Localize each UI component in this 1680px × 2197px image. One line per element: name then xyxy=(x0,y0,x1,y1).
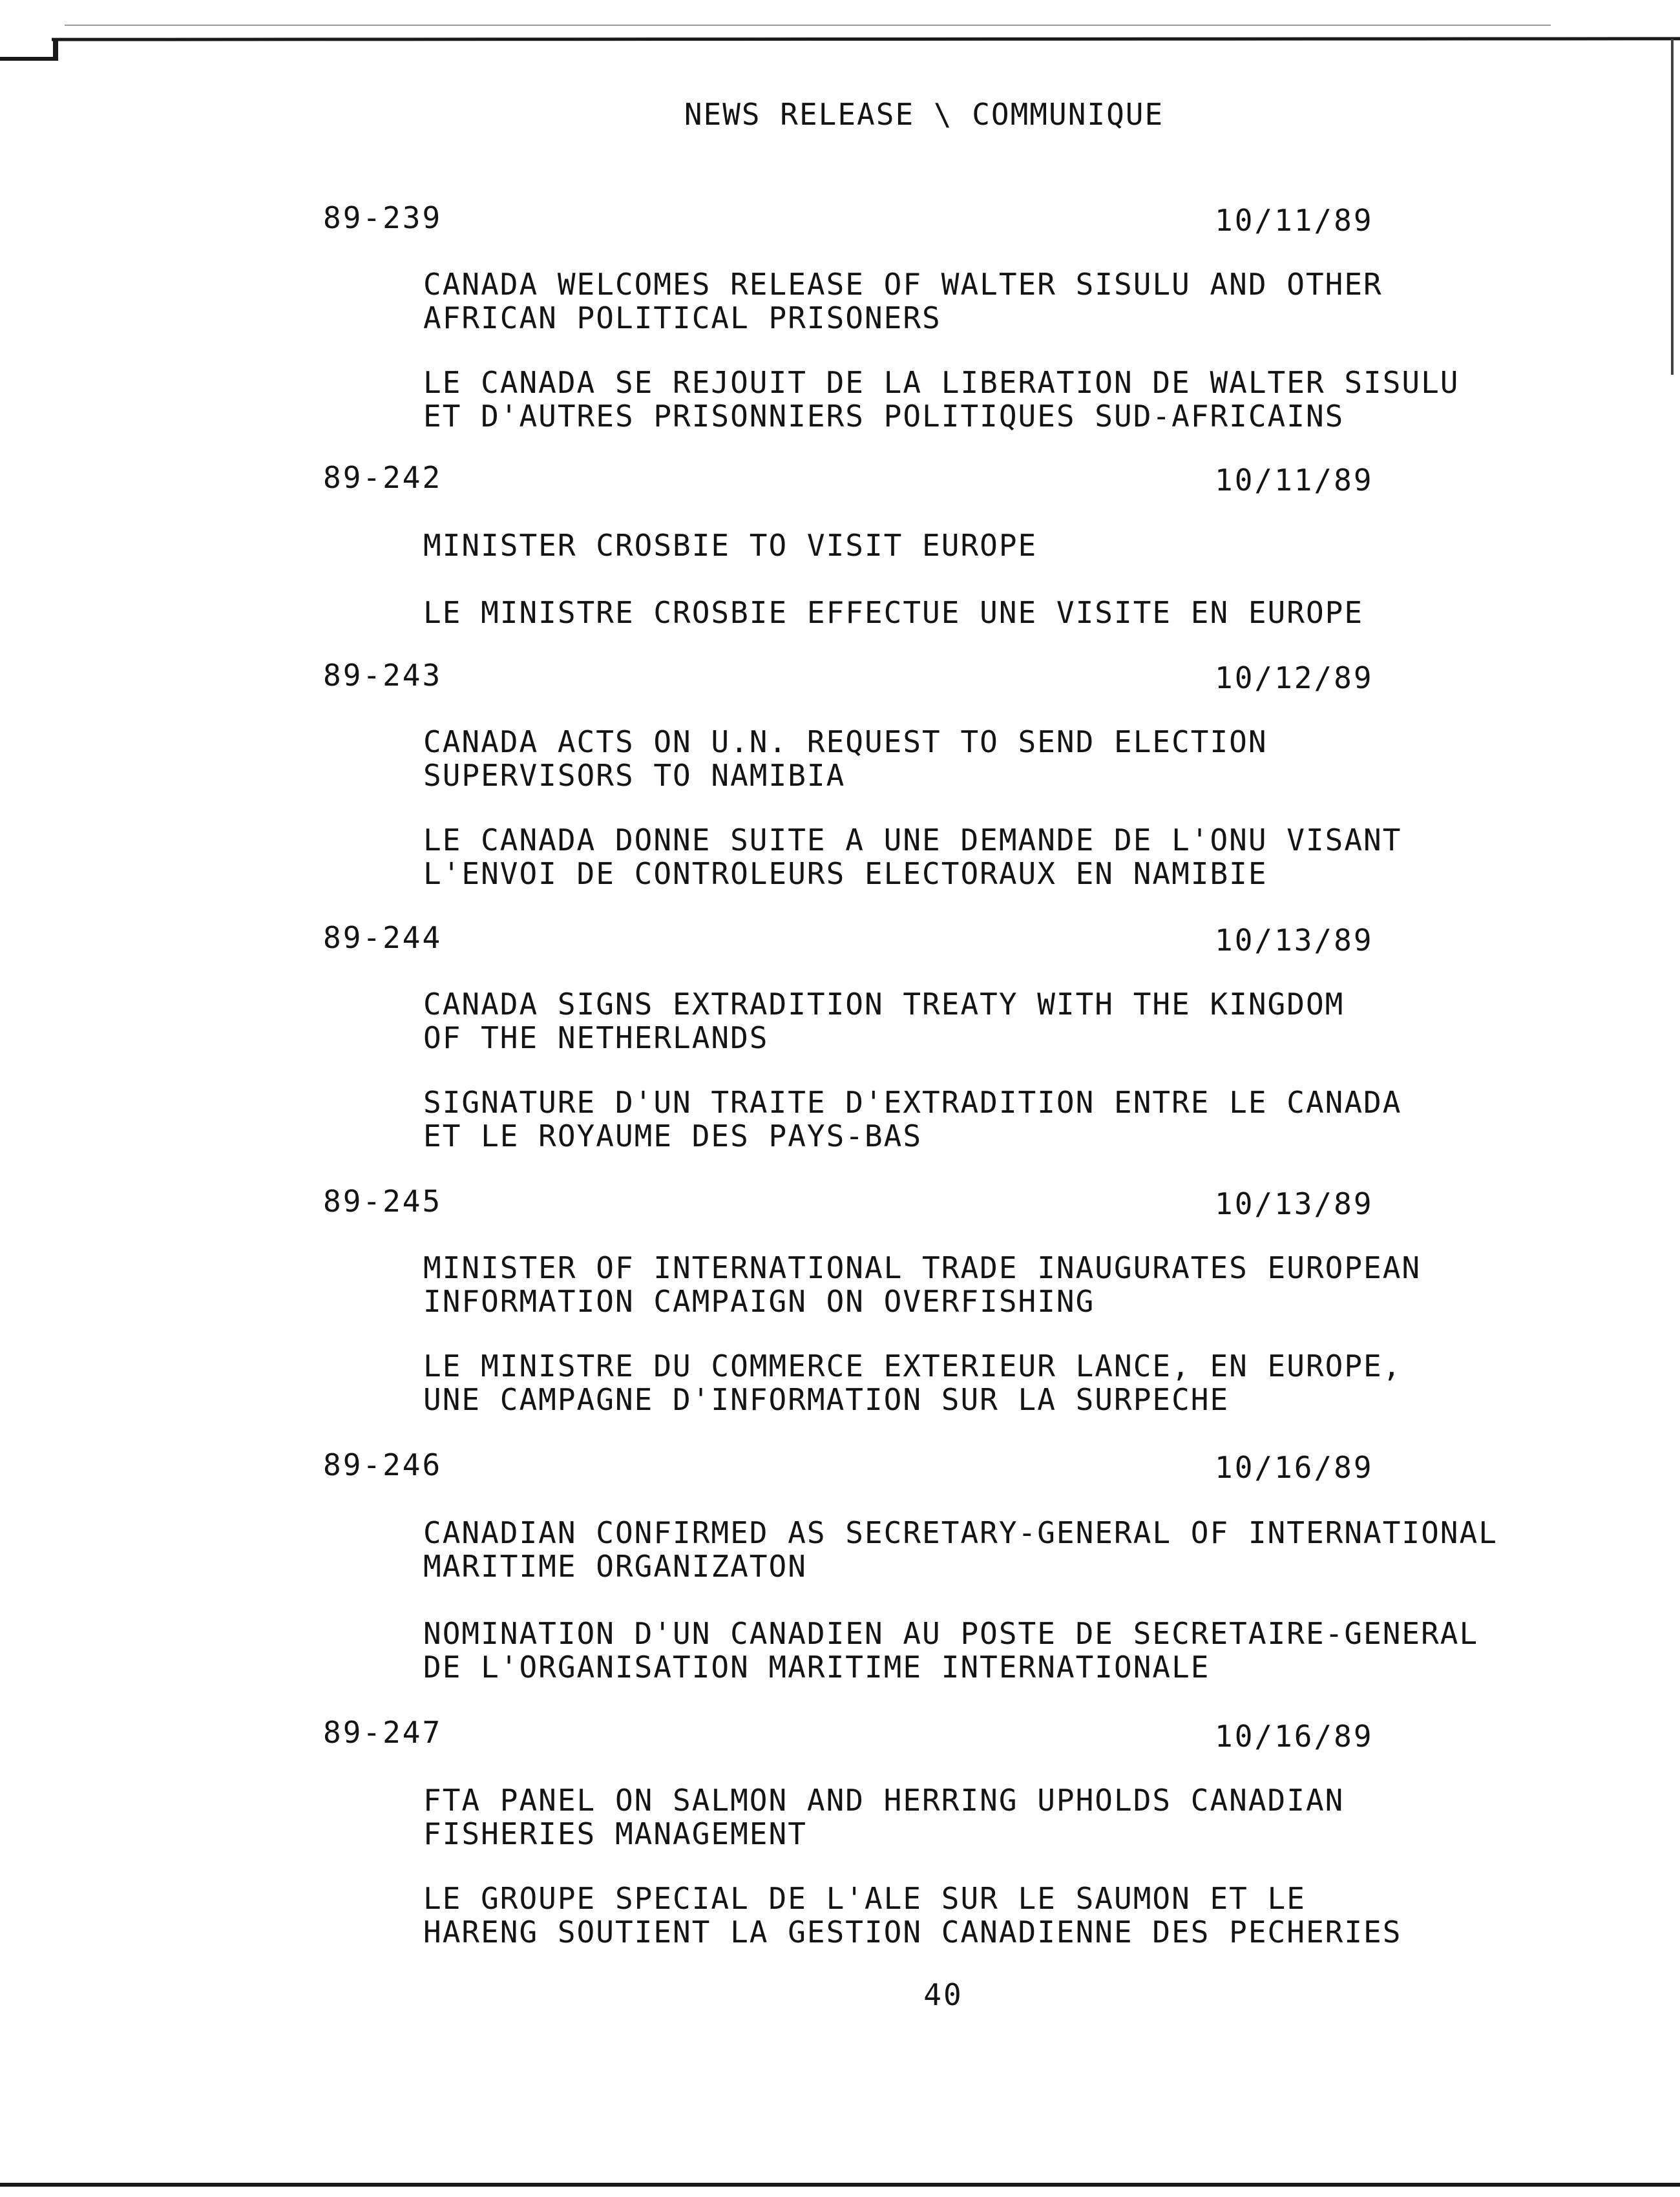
release-number: 89-245 xyxy=(323,1184,443,1219)
release-title-french: LE MINISTRE CROSBIE EFFECTUE UNE VISITE EN EUROPE xyxy=(423,595,1364,630)
release-date: 10/16/89 xyxy=(1215,1450,1374,1485)
release-title-english: CANADA WELCOMES RELEASE OF WALTER SISULU AND OTHER AFRICAN POLITICAL PRISONERS xyxy=(423,267,1383,335)
release-number: 89-239 xyxy=(323,200,443,235)
release-number: 89-242 xyxy=(323,460,443,495)
release-title-english: CANADIAN CONFIRMED AS SECRETARY-GENERAL OF INTERNATIONAL MARITIME ORGANIZATON xyxy=(423,1515,1498,1584)
release-date: 10/16/89 xyxy=(1215,1719,1374,1754)
release-date: 10/13/89 xyxy=(1215,1186,1374,1221)
page-number: 40 xyxy=(923,1977,963,2012)
release-title-english: CANADA SIGNS EXTRADITION TREATY WITH THE KINGDOM OF THE NETHERLANDS xyxy=(423,987,1345,1055)
page-header: NEWS RELEASE \ COMMUNIQUE xyxy=(684,97,1164,132)
release-title-french: LE GROUPE SPECIAL DE L'ALE SUR LE SAUMON ET LE HARENG SOUTIENT LA GESTION CANADIENNE DES PECHERIES xyxy=(423,1881,1402,1950)
release-title-english: MINISTER CROSBIE TO VISIT EUROPE xyxy=(423,528,1038,563)
release-title-french: LE CANADA SE REJOUIT DE LA LIBERATION DE WALTER SISULU ET D'AUTRES PRISONNIERS POLITIQUES SUD-AFRICAINS xyxy=(423,365,1460,434)
release-title-french: SIGNATURE D'UN TRAITE D'EXTRADITION ENTRE LE CANADA ET LE ROYAUME DES PAYS-BAS xyxy=(423,1085,1402,1153)
release-number: 89-244 xyxy=(323,920,443,955)
scan-edge-faint-top xyxy=(65,25,1551,26)
release-date: 10/12/89 xyxy=(1215,660,1374,695)
scan-edge-top-left xyxy=(0,57,57,61)
release-title-french: NOMINATION D'UN CANADIEN AU POSTE DE SECRETAIRE-GENERAL DE L'ORGANISATION MARITIME INTERNATIONALE xyxy=(423,1616,1479,1685)
release-date: 10/11/89 xyxy=(1215,463,1374,498)
release-number: 89-247 xyxy=(323,1715,443,1750)
release-number: 89-243 xyxy=(323,658,443,693)
release-date: 10/13/89 xyxy=(1215,923,1374,958)
release-title-english: MINISTER OF INTERNATIONAL TRADE INAUGURATES EUROPEAN INFORMATION CAMPAIGN ON OVERFISHING xyxy=(423,1250,1422,1319)
release-title-french: LE MINISTRE DU COMMERCE EXTERIEUR LANCE, EN EUROPE, UNE CAMPAGNE D'INFORMATION SUR LA SURPECHE xyxy=(423,1349,1402,1417)
scan-edge-right xyxy=(1671,39,1674,375)
release-number: 89-246 xyxy=(323,1447,443,1482)
release-date: 10/11/89 xyxy=(1215,203,1374,238)
release-title-english: CANADA ACTS ON U.N. REQUEST TO SEND ELECTION SUPERVISORS TO NAMIBIA xyxy=(423,724,1268,793)
scan-edge-bottom xyxy=(0,2183,1680,2187)
release-title-english: FTA PANEL ON SALMON AND HERRING UPHOLDS CANADIAN FISHERIES MANAGEMENT xyxy=(423,1783,1345,1851)
scan-edge-top xyxy=(52,37,1680,41)
release-title-french: LE CANADA DONNE SUITE A UNE DEMANDE DE L'ONU VISANT L'ENVOI DE CONTROLEURS ELECTORAUX EN NAMIBIE xyxy=(423,823,1402,891)
